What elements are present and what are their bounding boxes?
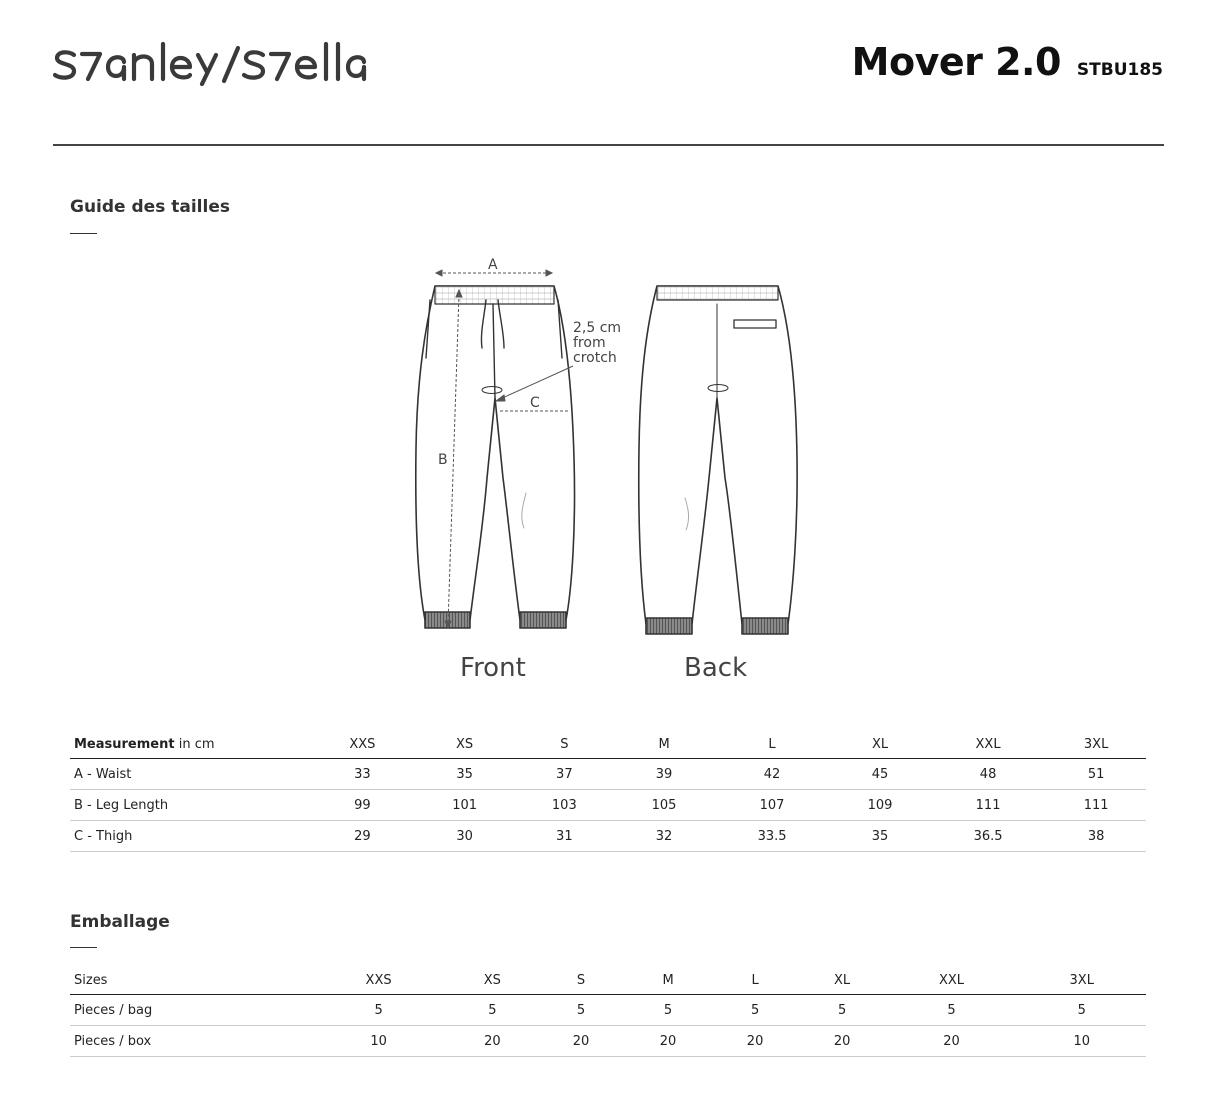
table-cell: 5: [947, 1002, 956, 1018]
row-label: Pieces / box: [74, 1033, 152, 1049]
table-cell: 42: [763, 766, 781, 782]
table-cell: 10: [370, 1033, 387, 1049]
table-cell: 30: [456, 828, 473, 844]
table-cell: 31: [556, 828, 573, 844]
size-guide-table: [70, 730, 1146, 852]
label-b: B: [438, 452, 448, 468]
table-cell: 103: [551, 797, 577, 813]
size-header: S: [560, 736, 569, 752]
table-cell: 111: [1083, 797, 1109, 813]
table-cell: 33.5: [757, 828, 787, 844]
product-title: Mover 2.0: [851, 40, 1061, 84]
table-cell: 39: [655, 766, 673, 782]
table-cell: 35: [871, 828, 889, 844]
table-cell: 38: [1087, 828, 1105, 844]
header-divider: [53, 144, 1164, 146]
table-cell: 111: [975, 797, 1001, 813]
table-cell: 5: [1077, 1002, 1086, 1018]
size-guide-title: Guide des tailles: [70, 197, 230, 217]
size-header: M: [662, 972, 674, 988]
back-waistband: [657, 286, 778, 300]
table-cell: 5: [488, 1002, 497, 1018]
crotch-note-line-1: 2,5 cm: [573, 320, 622, 336]
front-waistband: [435, 286, 554, 304]
back-left-cuff: [646, 618, 692, 634]
sizes-header: Sizes: [74, 972, 108, 988]
product-code: STBU185: [1076, 60, 1163, 80]
back-label: Back: [684, 653, 748, 683]
table-cell: 20: [943, 1033, 960, 1049]
back-pocket: [734, 320, 776, 328]
table-cell: 33: [354, 766, 371, 782]
label-a: A: [488, 257, 498, 273]
size-header: XS: [456, 736, 474, 752]
front-label: Front: [460, 653, 526, 683]
table-cell: 5: [750, 1002, 760, 1018]
size-guide-dash: [70, 233, 97, 234]
size-header: XXS: [365, 972, 392, 988]
table-row: [70, 790, 1146, 821]
table-cell: 36.5: [973, 828, 1003, 844]
pants-diagram: [400, 248, 820, 688]
table-cell: 32: [655, 828, 673, 844]
size-header: XS: [483, 972, 501, 988]
row-label: A - Waist: [74, 766, 132, 782]
size-guide-header-row: [70, 730, 1146, 759]
table-row: [70, 821, 1146, 852]
table-cell: 20: [572, 1033, 590, 1049]
table-cell: 10: [1073, 1033, 1090, 1049]
size-header: XXS: [349, 736, 376, 752]
table-cell: 37: [556, 766, 573, 782]
row-label: Pieces / bag: [74, 1002, 153, 1018]
table-cell: 101: [452, 797, 478, 813]
table-cell: 99: [354, 797, 371, 813]
front-right-cuff: [520, 612, 566, 628]
table-row: [70, 995, 1146, 1026]
packaging-table: [70, 966, 1146, 1057]
table-cell: 35: [456, 766, 473, 782]
table-cell: 20: [659, 1033, 677, 1049]
size-header: S: [576, 972, 586, 988]
table-cell: 51: [1087, 766, 1105, 782]
table-cell: 20: [746, 1033, 764, 1049]
table-cell: 109: [867, 797, 893, 813]
size-header: M: [658, 736, 670, 752]
table-cell: 45: [871, 766, 889, 782]
table-cell: 105: [651, 797, 677, 813]
packaging-dash: [70, 947, 97, 948]
size-header: XXL: [939, 972, 965, 988]
size-header: 3XL: [1069, 972, 1094, 988]
packaging-header-row: [70, 966, 1146, 995]
crotch-note-line-2: from: [573, 335, 606, 351]
table-cell: 48: [979, 766, 997, 782]
table-cell: 107: [759, 797, 785, 813]
size-header: XXL: [975, 736, 1001, 752]
label-c: C: [530, 395, 540, 411]
table-row: [70, 1026, 1146, 1057]
table-cell: 5: [663, 1002, 673, 1018]
measurement-header: Measurement in cm: [74, 736, 215, 752]
back-pants-outline: [639, 286, 797, 624]
size-header: 3XL: [1083, 736, 1109, 752]
row-label: B - Leg Length: [74, 797, 169, 813]
packaging-title: Emballage: [70, 912, 170, 932]
row-label: C - Thigh: [74, 828, 133, 844]
brand-logo: [52, 38, 392, 86]
table-cell: 20: [833, 1033, 851, 1049]
table-cell: 20: [484, 1033, 501, 1049]
back-right-cuff: [742, 618, 788, 634]
size-header: L: [751, 972, 759, 988]
table-cell: 5: [576, 1002, 586, 1018]
crotch-note-line-3: crotch: [573, 350, 617, 366]
table-cell: 5: [837, 1002, 847, 1018]
size-header: XL: [871, 736, 889, 752]
table-cell: 5: [374, 1002, 383, 1018]
size-header: L: [768, 736, 776, 752]
product-title-block: [852, 40, 1163, 84]
size-header: XL: [834, 972, 851, 988]
table-row: [70, 759, 1146, 790]
table-cell: 29: [354, 828, 371, 844]
